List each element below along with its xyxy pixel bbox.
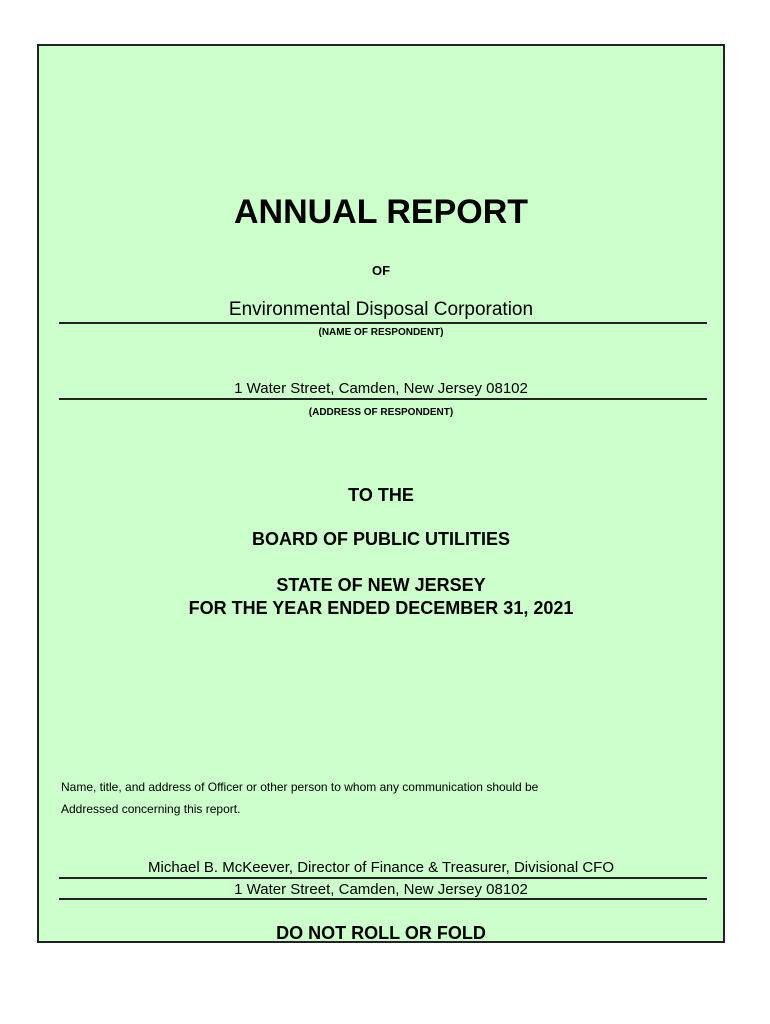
respondent-name: Environmental Disposal Corporation: [228, 299, 534, 320]
report-cover-page: [37, 44, 725, 943]
of-label: OF: [371, 263, 391, 278]
handling-notice: DO NOT ROLL OR FOLD: [276, 923, 486, 943]
board-name: BOARD OF PUBLIC UTILITIES: [252, 529, 510, 549]
respondent-name-caption: (NAME OF RESPONDENT): [318, 327, 444, 338]
contact-instructions: [61, 776, 701, 820]
to-the-label: TO THE: [348, 485, 414, 505]
officer-address: 1 Water Street, Camden, New Jersey 08102: [234, 881, 528, 898]
report-title: ANNUAL REPORT: [233, 193, 529, 231]
respondent-address-caption: (ADDRESS OF RESPONDENT): [308, 407, 454, 418]
respondent-address-underline: [59, 398, 707, 400]
officer-name: Michael B. McKeever, Director of Finance & Treasurer, Divisional CFO: [148, 859, 614, 876]
state-name: STATE OF NEW JERSEY: [276, 575, 486, 595]
instruction-line: Addressed concerning this report.: [61, 802, 241, 816]
respondent-address: 1 Water Street, Camden, New Jersey 08102: [234, 380, 528, 397]
respondent-name-underline: [59, 322, 707, 324]
instruction-line: Name, title, and address of Officer or other person to whom any communication should be: [61, 780, 539, 794]
officer-address-underline: [59, 898, 707, 900]
report-period: FOR THE YEAR ENDED DECEMBER 31, 2021: [188, 598, 574, 618]
officer-name-underline: [59, 877, 707, 879]
